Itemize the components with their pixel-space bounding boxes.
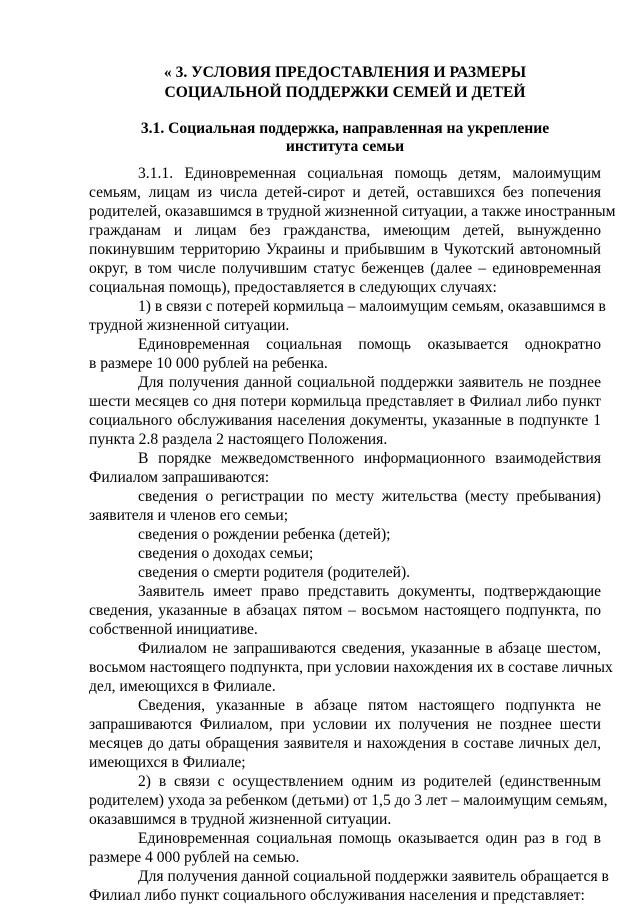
body-line: гражданам и лицам без гражданства, имеющим детей, вынужденно [89,222,601,239]
body-line: семьям, лицам из числа детей-сирот и детей, оставшихся без попечения [89,184,601,201]
body-line: 2) в связи с осуществлением одним из родителей (единственным [138,773,601,790]
body-line: сведения о рождении ребенка (детей); [138,526,391,543]
body-line: Филиал либо пункт социального обслуживания населения и представляет: [89,887,585,904]
body-line: в размере 10 000 рублей на ребенка. [89,355,328,372]
subsection-heading-line-2: института семьи [285,138,405,155]
body-line: Сведения, указанные в абзаце пятом настоящего подпункта не [138,697,601,714]
body-line: восьмом настоящего подпункта, при условии нахождения их в составе личных [89,659,613,676]
section-heading-line-1: « 3. УСЛОВИЯ ПРЕДОСТАВЛЕНИЯ И РАЗМЕРЫ [163,64,527,81]
body-line: 3.1.1. Единовременная социальная помощь детям, малоимущим [138,165,601,182]
body-line: Для получения данной социальной поддержки заявитель не позднее [138,374,601,391]
body-line: Филиалом не запрашиваются сведения, указанные в абзаце шестом, [138,640,601,657]
body-line: сведения, указанные в абзацах пятом – восьмом настоящего подпункта, по [89,602,601,619]
body-line: Заявитель имеет право представить документы, подтверждающие [138,583,601,600]
body-line: месяцев до даты обращения заявителя и нахождения в составе личных дел, [89,735,601,752]
body-line: покинувшим территорию Украины и прибывшим в Чукотский автономный [89,241,601,258]
body-line: 1) в связи с потерей кормильца – малоимущим семьям, оказавшимся в [138,298,606,315]
body-line: сведения о смерти родителя (родителей). [138,564,411,581]
body-line: дел, имеющихся в Филиале. [89,678,276,695]
body-line: В порядке межведомственного информационного взаимодействия [138,450,601,467]
body-line: родителей, оказавшимся в трудной жизненной ситуации, а также иностранным [89,203,616,220]
body-line: заявителя и членов его семьи; [89,507,289,524]
body-line: собственной инициативе. [89,621,258,638]
body-line: размере 4 000 рублей на семью. [89,849,300,866]
body-line: округ, в том числе получившим статус беженцев (далее – единовременная [89,260,601,277]
body-line: шести месяцев со дня потери кормильца представляет в Филиал либо пункт [89,393,601,410]
body-line: оказавшимся в трудной жизненной ситуации. [89,811,392,828]
body-line: имеющихся в Филиале; [89,754,246,771]
body-line: сведения о доходах семьи; [138,545,314,562]
body-line: Для получения данной социальной поддержки заявитель обращается в [138,868,609,885]
section-heading-line-2: СОЦИАЛЬНОЙ ПОДДЕРЖКИ СЕМЕЙ И ДЕТЕЙ [164,84,526,101]
body-line: Единовременная социальная помощь оказывается однократно [138,336,601,353]
body-line: сведения о регистрации по месту жительства (месту пребывания) [138,488,601,505]
body-line: Филиалом запрашиваются: [89,469,270,486]
subsection-heading-line-1: 3.1. Социальная поддержка, направленная на укрепление [140,120,550,137]
body-line: родителем) ухода за ребенком (детьми) от 1,5 до 3 лет – малоимущим семьям, [89,792,608,809]
body-line: Единовременная социальная помощь оказывается один раз в год в [138,830,601,847]
body-line: трудной жизненной ситуации. [89,317,290,334]
body-line: социальная помощь), предоставляется в следующих случаях: [89,279,497,296]
body-line: социального обслуживания населения документы, указанные в подпункте 1 [89,412,601,429]
body-line: запрашиваются Филиалом, при условии их получения не позднее шести [89,716,601,733]
body-line: пункта 2.8 раздела 2 настоящего Положения. [89,431,388,448]
